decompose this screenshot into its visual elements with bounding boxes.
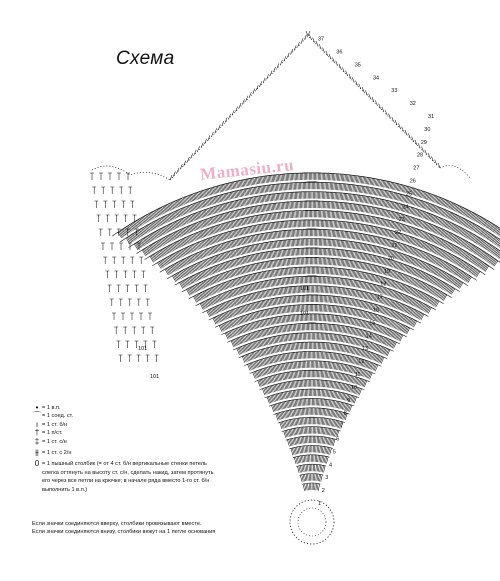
row-number: 14 [365, 333, 372, 340]
legend-text: = 1 в.п. [42, 405, 61, 411]
row-number: 22 [395, 230, 402, 237]
legend-text: = 1 ст. с 2/н [42, 450, 72, 457]
row-number: 13 [362, 346, 369, 353]
row-number: 28 [417, 152, 424, 159]
row-number: 5 [332, 449, 336, 456]
legend-text: = 1 пышный столбик (= от 4 ст. б/н вертикальные стенки петель слегка оттянуть на высоту ст. с/н, сделать накид, затем протянуть его через все петли на крючке; в начале ряда вместо 1-го ст. б/н выполнить 1 в.п.) [42, 461, 214, 493]
motif-label: 101 [150, 374, 160, 380]
row-number: 17 [376, 294, 383, 301]
row-number: 33 [391, 88, 398, 95]
slip-stitch-symbol-icon: ⌒ [33, 411, 41, 421]
note-joined-top: Если значки соединяются вверху, столбики провязывают вместе. [32, 521, 202, 527]
watermark: Mamasiu.ru [199, 155, 295, 184]
puff-stitch-symbol-icon: 0 [34, 459, 40, 469]
row-number: 7 [340, 423, 344, 430]
row-number: 37 [318, 36, 325, 43]
row-number: 11 [354, 372, 361, 378]
legend-item-double-crochet [32, 438, 222, 446]
peak-stitches [170, 31, 440, 180]
row-number: 15 [369, 320, 376, 327]
half-double-symbol-icon: † [34, 428, 40, 438]
legend-text: = 1 ст. б/н [42, 421, 68, 428]
legend-text: = 1 соед. ст. [42, 413, 74, 420]
chain-symbol-icon: • [35, 403, 39, 412]
row-number: 3 [325, 475, 329, 482]
notes [32, 520, 262, 537]
single-crochet-symbol-icon: ı [35, 419, 39, 429]
legend [32, 404, 222, 494]
stitch-row [278, 417, 345, 429]
motif-label: 101 [300, 311, 310, 317]
row-number: 21 [391, 243, 398, 249]
row-number: 23 [398, 217, 405, 224]
row-number: 20 [387, 255, 394, 262]
row-number: 2 [321, 488, 325, 495]
row-number: 1 [318, 501, 322, 507]
legend-item-puff-stitch [32, 460, 222, 494]
row-number: 34 [373, 75, 380, 82]
legend-item-slip-stitch [32, 412, 222, 420]
stitch-row [265, 389, 360, 404]
start-ring [290, 500, 334, 544]
motif-label: 101 [138, 346, 148, 352]
legend-item-chain [32, 404, 222, 412]
row-number: 18 [380, 281, 387, 288]
row-number: 9 [347, 397, 351, 404]
row-number: 36 [336, 49, 343, 56]
peak-chain-edge [170, 36, 440, 180]
double-crochet-symbol-icon: ‡ [34, 436, 40, 446]
row-number: 10 [351, 384, 358, 391]
stitch-row [296, 464, 326, 473]
stitch-row [299, 474, 323, 482]
treble-crochet-symbol-icon: ⫵ [35, 448, 39, 458]
row-number: 24 [402, 204, 409, 211]
motif-label: 101 [300, 286, 310, 292]
stitch-row [289, 445, 333, 455]
row-number: 4 [329, 462, 333, 469]
row-number: 31 [428, 114, 435, 120]
left-scallop [92, 166, 170, 180]
left-wing-stitches [90, 173, 159, 362]
stitch-row [302, 483, 320, 491]
row-number: 12 [358, 359, 365, 366]
row-number: 16 [373, 307, 380, 314]
legend-item-single-crochet [32, 421, 222, 429]
row-number: 32 [409, 101, 416, 108]
stitch-row [286, 436, 340, 446]
row-number: 30 [424, 126, 431, 133]
legend-text: = 1 п/ст. [42, 430, 63, 437]
start-ring-inner [298, 508, 326, 536]
legend-item-half-double [32, 429, 222, 437]
stitch-row [274, 408, 350, 421]
legend-item-treble [32, 449, 222, 457]
chart-title: Схема [116, 48, 175, 69]
stitch-row [167, 239, 468, 289]
row-number: 26 [409, 178, 416, 185]
row-number: 35 [354, 62, 361, 69]
row-number: 19 [384, 268, 391, 275]
row-number: 8 [343, 410, 347, 417]
row-number: 6 [336, 436, 340, 443]
row-number: 27 [413, 165, 420, 172]
row-number: 25 [406, 191, 413, 198]
legend-text: = 1 ст. с/н [42, 438, 67, 445]
stitch-row [293, 455, 330, 464]
note-joined-bottom: Если значки соединяются внизу, столбики вяжут на 1 петле основания [32, 529, 216, 536]
right-scallop [440, 166, 470, 178]
row-number: 29 [420, 139, 427, 146]
